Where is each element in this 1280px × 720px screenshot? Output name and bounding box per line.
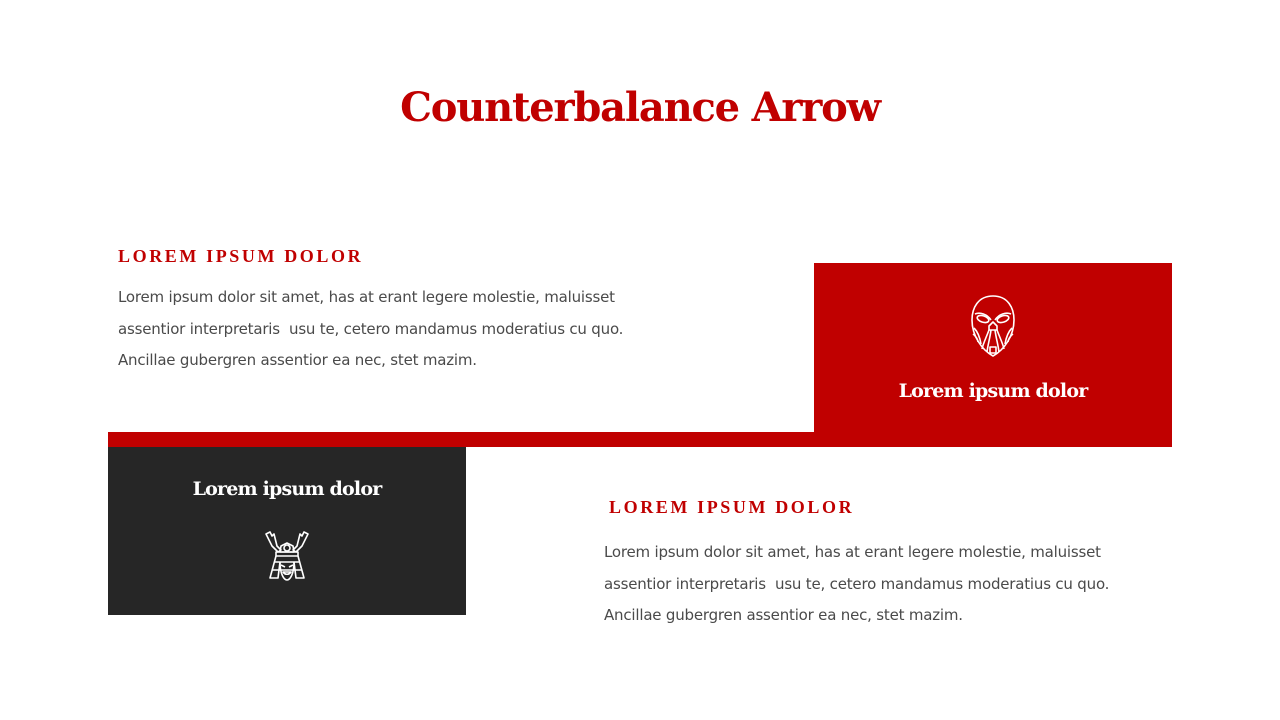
- dark-card: [108, 447, 466, 615]
- red-card-label: Lorem ipsum dolor: [898, 380, 1088, 402]
- top-paragraph: [118, 282, 678, 377]
- top-line-3: Ancillae gubergren assentior ea nec, stet mazim.: [118, 351, 477, 369]
- mask-icon: [970, 294, 1016, 358]
- bottom-line-1: Lorem ipsum dolor sit amet, has at erant legere molestie, maluisset: [604, 543, 1101, 561]
- red-card: [814, 263, 1172, 447]
- bottom-paragraph: [604, 537, 1164, 632]
- top-line-1: Lorem ipsum dolor sit amet, has at erant legere molestie, maluisset: [118, 288, 615, 306]
- bottom-line-2: assentior interpretaris usu te, cetero mandamus moderatius cu quo.: [604, 574, 1110, 593]
- top-line-2: assentior interpretaris usu te, cetero mandamus moderatius cu quo.: [118, 319, 624, 338]
- slide-title: Counterbalance Arrow: [400, 84, 880, 131]
- bottom-line-3: Ancillae gubergren assentior ea nec, stet mazim.: [604, 606, 963, 624]
- top-heading: LOREM IPSUM DOLOR: [118, 246, 364, 266]
- samurai-helmet-icon: [264, 530, 310, 582]
- bottom-heading: LOREM IPSUM DOLOR: [609, 497, 855, 517]
- dark-card-label: Lorem ipsum dolor: [192, 478, 382, 500]
